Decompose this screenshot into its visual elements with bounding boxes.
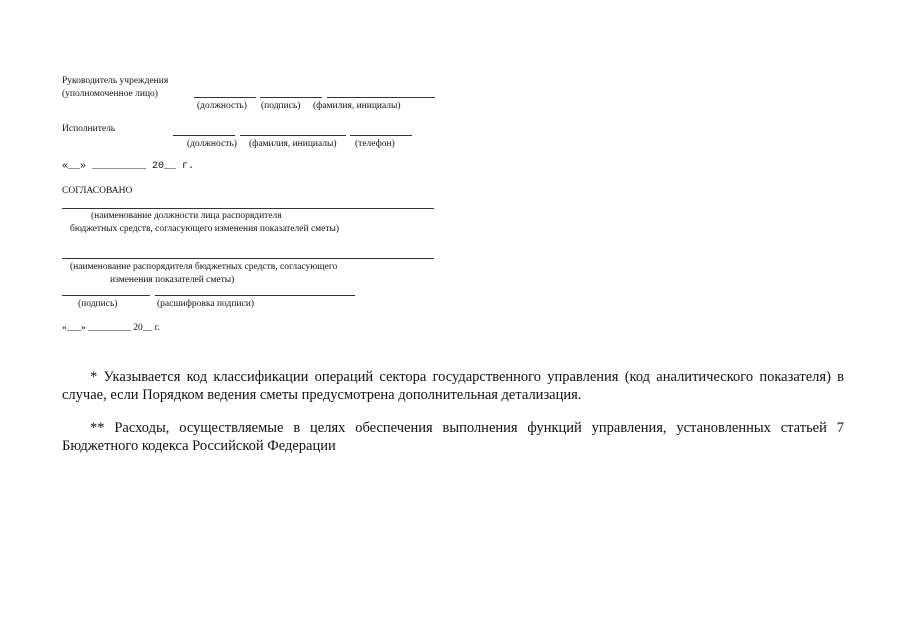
approval-caption1-line2: бюджетных средств, согласующего изменения показателей сметы) — [70, 224, 340, 234]
head-signature-line — [260, 97, 322, 98]
approval-signature-line — [62, 295, 150, 296]
footnote-1 — [62, 368, 844, 404]
footnote-2-text: ** Расходы, осуществляемые в целях обеспечения выполнения функций управления, установленных статьей 7 Бюджетного кодекса Российской Федерации — [62, 420, 844, 454]
executor-name-line — [240, 135, 346, 136]
executor-phone-line — [350, 135, 412, 136]
approval-decode-line — [155, 295, 355, 296]
date-line-1: «__» _________ 20__ г. — [62, 161, 195, 172]
head-name-line — [327, 97, 435, 98]
approval-sign-caption: (подпись) — [78, 299, 118, 309]
head-title-line2: (уполномоченное лицо) — [62, 89, 158, 99]
executor-label: Исполнитель — [62, 124, 116, 134]
footnote-2 — [62, 419, 844, 455]
head-position-line — [194, 97, 256, 98]
approval-manager-line — [62, 258, 434, 259]
executor-position-line — [173, 135, 235, 136]
executor-caption-position: (должность) — [187, 139, 237, 149]
head-caption-signature: (подпись) — [261, 101, 301, 111]
executor-caption-phone: (телефон) — [355, 139, 395, 149]
executor-caption-name: (фамилия, инициалы) — [249, 139, 337, 149]
approval-position-line — [62, 208, 434, 209]
approval-caption2-line2: изменения показателей сметы) — [110, 275, 235, 285]
approval-caption2-line1: (наименование распорядителя бюджетных средств, согласующего — [70, 262, 338, 272]
approval-decode-caption: (расшифровка подписи) — [157, 299, 254, 309]
head-caption-name: (фамилия, инициалы) — [313, 101, 401, 111]
footnote-1-text: * Указывается код классификации операций сектора государственного управления (код аналитического показателя) в случае, если Порядком ведения сметы предусмотрена дополнительная детализация. — [62, 369, 844, 403]
approval-title: СОГЛАСОВАНО — [62, 186, 133, 196]
head-title-line1: Руководитель учреждения — [62, 76, 169, 86]
head-caption-position: (должность) — [197, 101, 247, 111]
approval-caption1-line1: (наименование должности лица распорядителя — [91, 211, 282, 221]
approval-date-line: «___» _________ 20__ г. — [62, 323, 160, 333]
